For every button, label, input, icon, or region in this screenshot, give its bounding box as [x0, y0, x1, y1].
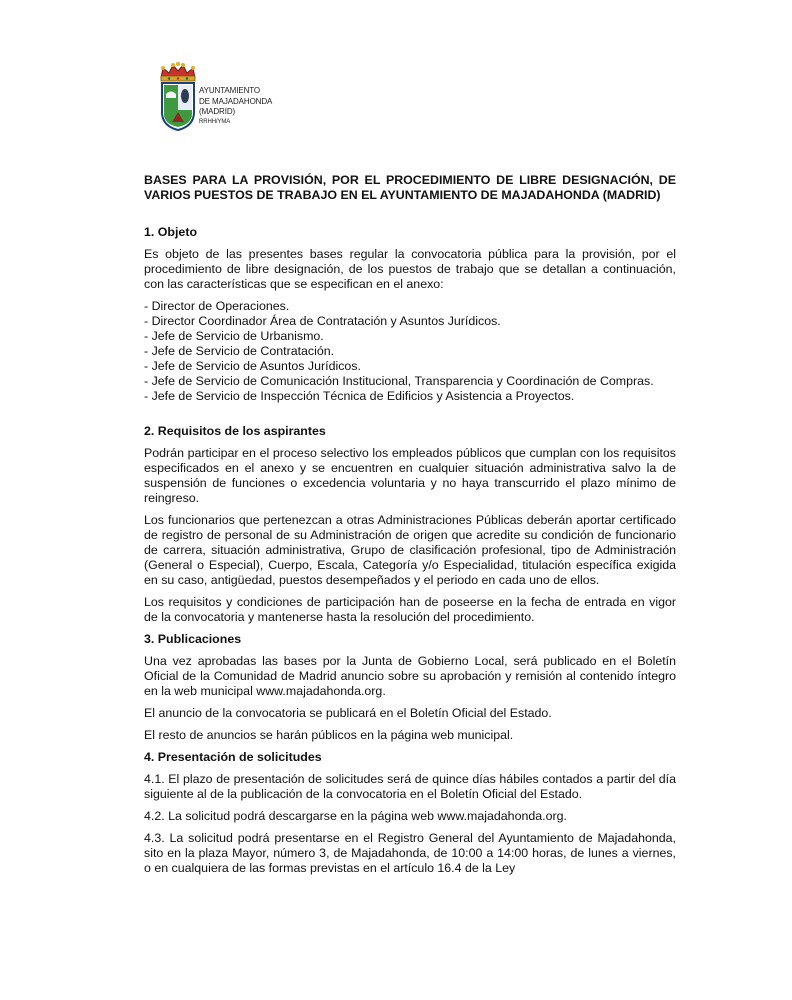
department-code: RRHH/YMA: [199, 118, 231, 125]
paragraph: Una vez aprobadas las bases por la Junta de Gobierno Local, será publicado en el Boletín Oficial de la Comunidad de Madrid anuncio sobre su aprobación y remisión al contenido íntegro en la web municipal www.majadahonda.org.: [144, 654, 676, 698]
paragraph: 4.2. La solicitud podrá descargarse en la página web www.majadahonda.org.: [144, 809, 567, 823]
paragraph: El resto de anuncios se harán públicos en la página web municipal.: [144, 728, 514, 742]
section-heading-solicitudes: 4. Presentación de solicitudes: [144, 750, 322, 764]
positions-list: [144, 299, 676, 404]
list-item: - Jefe de Servicio de Urbanismo.: [144, 329, 324, 343]
coat-of-arms-icon: [158, 58, 198, 132]
paragraph: Podrán participar en el proceso selectivo los empleados públicos que cumplan con los requisitos especificados en el anexo y se encuentren en cualquier situación administrativa salvo la de suspensión de funciones o excedencia voluntaria y no haya transcurrido el plazo mínimo de reingreso.: [144, 446, 676, 505]
section-heading-requisitos: 2. Requisitos de los aspirantes: [144, 424, 326, 438]
org-line-2: DE MAJADAHONDA: [199, 96, 273, 106]
paragraph: 4.1. El plazo de presentación de solicitudes será de quince días hábiles contados a partir del día siguiente al de la publicación de la convocatoria en el Boletín Oficial del Estado.: [144, 772, 676, 801]
org-line-1: AYUNTAMIENTO: [199, 86, 261, 95]
section-heading-objeto: 1. Objeto: [144, 225, 198, 239]
paragraph: Es objeto de las presentes bases regular la convocatoria pública para la provisión, por el procedimiento de libre designación, de los puestos de trabajo que se detallan a continuación, con las características que se especifican en el anexo:: [144, 247, 676, 291]
list-item: - Jefe de Servicio de Contratación.: [144, 344, 335, 358]
section-heading-publicaciones: 3. Publicaciones: [144, 632, 242, 646]
paragraph: Los funcionarios que pertenezcan a otras Administraciones Públicas deberán aportar certificado de registro de personal de su Administración de origen que acredite su condición de funcionario de carrera, situación administrativa, Grupo de clasificación profesional, tipo de Administración (General o Especial), Cuerpo, Escala, Categoría y/o Especialidad, titulación específica exigida en su caso, antigüedad, puestos desempeñados y el periodo en cada uno de ellos.: [144, 513, 676, 587]
document-body: [144, 173, 676, 883]
letterhead: [158, 58, 418, 138]
org-line-3: (MADRID): [199, 107, 236, 116]
list-item: - Director Coordinador Área de Contratación y Asuntos Jurídicos.: [144, 314, 501, 328]
list-item: - Jefe de Servicio de Asuntos Jurídicos.: [144, 359, 361, 373]
list-item: - Jefe de Servicio de Comunicación Institucional, Transparencia y Coordinación de Compras.: [144, 374, 654, 388]
list-item: - Jefe de Servicio de Inspección Técnica de Edificios y Asistencia a Proyectos.: [144, 389, 575, 403]
paragraph: 4.3. La solicitud podrá presentarse en el Registro General del Ayuntamiento de Majadahonda, sito en la plaza Mayor, número 3, de Majadahonda, de 10:00 a 14:00 horas, de lunes a viernes, o en cualquiera de las formas previstas en el artículo 16.4 de la Ley: [144, 831, 676, 875]
paragraph: Los requisitos y condiciones de participación han de poseerse en la fecha de entrada en vigor de la convocatoria y mantenerse hasta la resolución del procedimiento.: [144, 595, 676, 624]
paragraph: El anuncio de la convocatoria se publicará en el Boletín Oficial del Estado.: [144, 706, 552, 720]
organization-name: [199, 86, 272, 127]
list-item: - Director de Operaciones.: [144, 299, 290, 313]
document-title: BASES PARA LA PROVISIÓN, POR EL PROCEDIMIENTO DE LIBRE DESIGNACIÓN, DE VARIOS PUESTOS DE TRABAJO EN EL AYUNTAMIENTO DE MAJADAHONDA (MADRID): [144, 173, 676, 202]
